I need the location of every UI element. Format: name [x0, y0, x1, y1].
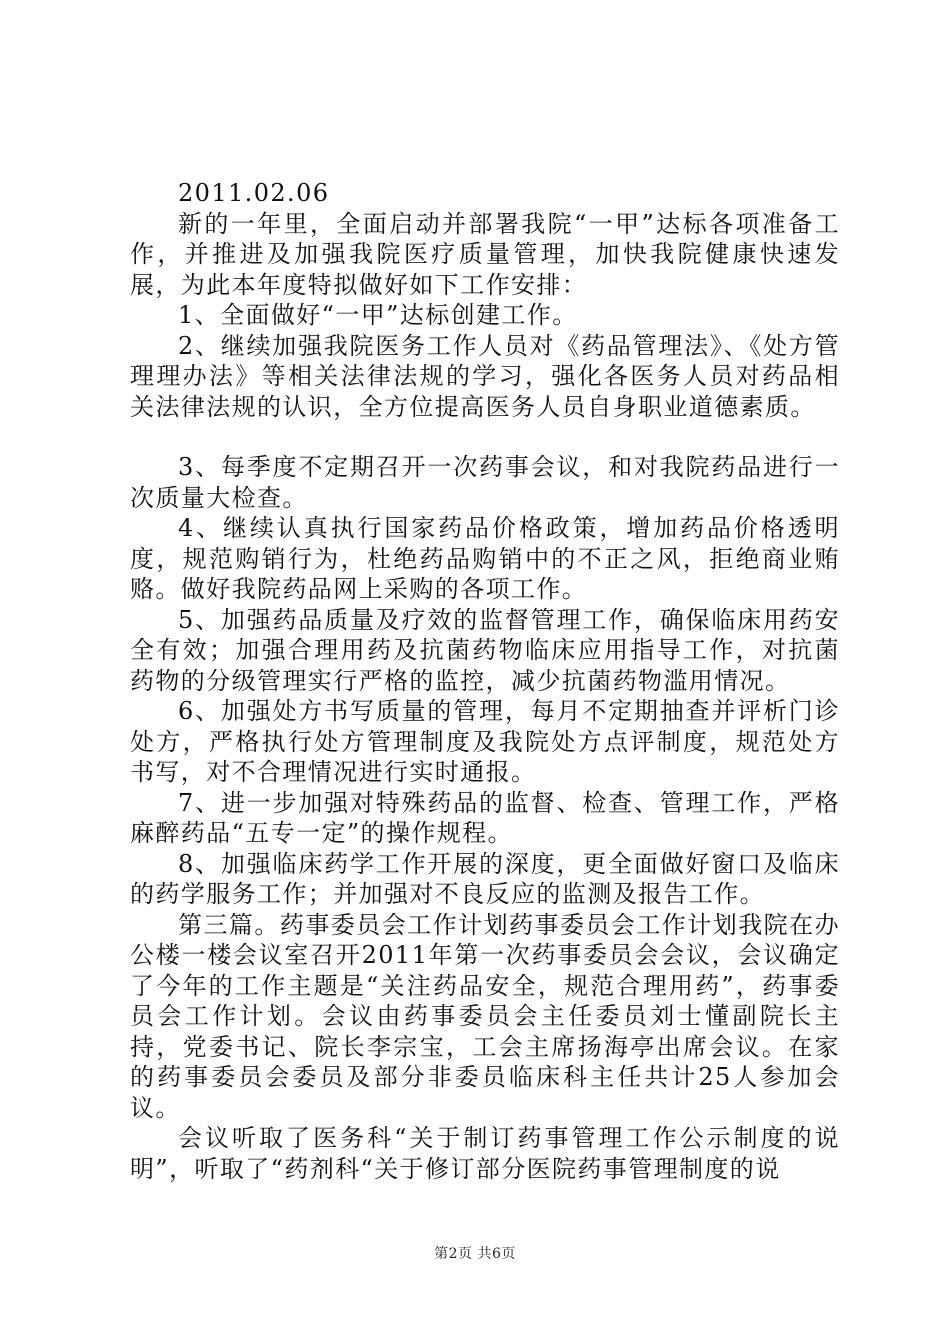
- meeting-paragraph: 会议听取了医务科“关于制订药事管理工作公示制度的说明”，听取了“药剂科“关于修订部分医院药事管理制度的说: [130, 1124, 840, 1183]
- item-5-paragraph: 5、加强药品质量及疗效的监督管理工作，确保临床用药安全有效；加强合理用药及抗菌药物临床应用指导工作，对抗菌药物的分级管理实行严格的监控，减少抗菌药物滥用情况。: [130, 605, 840, 695]
- item-7-paragraph: 7、进一步加强对特殊药品的监督、检查、管理工作，严格麻醉药品“五专一定”的操作规程。: [130, 788, 840, 847]
- page-indicator: 第2页 共6页: [434, 1246, 516, 1262]
- item-4-paragraph: 4、继续认真执行国家药品价格政策，增加药品价格透明度，规范购销行为，杜绝药品购销中的不正之风，拒绝商业贿赂。做好我院药品网上采购的各项工作。: [130, 514, 840, 603]
- item-6-paragraph: 6、加强处方书写质量的管理，每月不定期抽查并评析门诊处方，严格执行处方管理制度及我院处方点评制度，规范处方书写，对不合理情况进行实时通报。: [130, 697, 840, 786]
- intro-paragraph: 新的一年里，全面启动并部署我院“一甲”达标各项准备工作，并推进及加强我院医疗质量管理，加快我院健康快速发展，为此本年度特拟做好如下工作安排：: [130, 209, 840, 299]
- item-2-paragraph: 2、继续加强我院医务工作人员对《药品管理法》、《处方管理理办法》等相关法律法规的学习，强化各医务人员对药品相关法律法规的认识，全方位提高医务人员自身职业道德素质。: [130, 331, 840, 421]
- page-footer: [0, 1243, 950, 1263]
- item-8-paragraph: 8、加强临床药学工作开展的深度，更全面做好窗口及临床的药学服务工作；并加强对不良反应的监测及报告工作。: [130, 849, 840, 908]
- document-body: [130, 178, 840, 1184]
- section-three-paragraph: 第三篇。药事委员会工作计划药事委员会工作计划我院在办公楼一楼会议室召开2011年第一次药事委员会会议，会议确定了今年的工作主题是“关注药品安全，规范合理用药”，药事委员会工作计划。会议由药事委员会主任委员刘士懂副院长主持，党委书记、院长李宗宝，工会主席扬海亭出席会议。在家的药事委员会委员及部分非委员临床科主任共计25人参加会议。: [130, 910, 840, 1122]
- date-line: 2011.02.06: [178, 179, 330, 207]
- item-1-paragraph: 1、全面做好“一甲”达标创建工作。: [178, 301, 578, 329]
- item-3-paragraph: 3、每季度不定期召开一次药事会议，和对我院药品进行一次质量大检查。: [130, 453, 840, 512]
